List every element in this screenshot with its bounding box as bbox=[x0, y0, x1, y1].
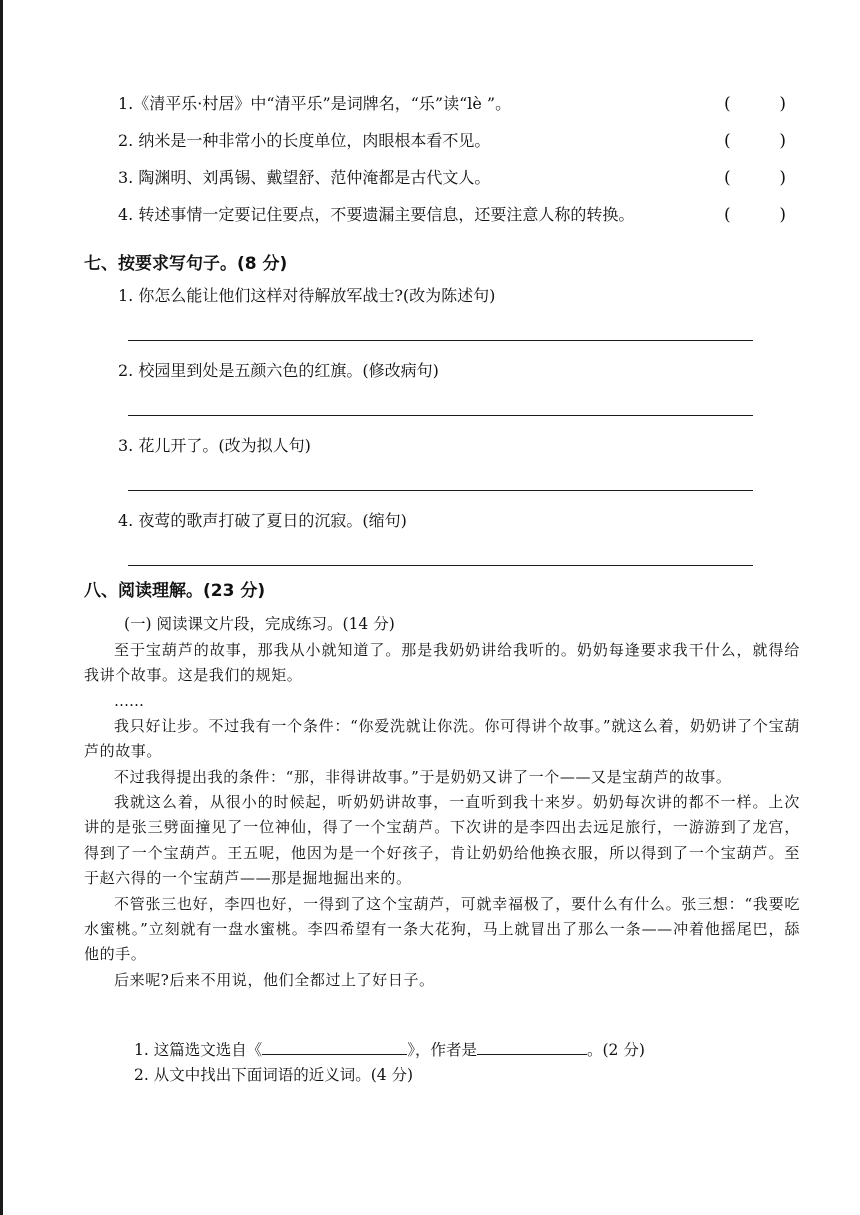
passage-ellipsis: …… bbox=[114, 691, 144, 710]
reading-passage bbox=[84, 638, 800, 993]
judgment-list bbox=[118, 92, 798, 240]
judgment-item: 2. 纳米是一种非常小的长度单位，肉眼根本看不见。 ( ) bbox=[118, 131, 786, 151]
judgment-item: 4. 转述事情一定要记住要点，不要遗漏主要信息，还要注意人称的转换。 ( ) bbox=[118, 205, 786, 225]
passage-paragraph: 不管张三也好，李四也好，一得到了这个宝葫芦，可就幸福极了，要什么有什么。张三想：“我要吃水蜜桃。”立刻就有一盘水蜜桃。李四希望有一条大花狗，马上就冒出了那么一条——冲着他摇尾巴，舔他的手。 bbox=[84, 894, 800, 964]
judgment-item: 3. 陶渊明、刘禹锡、戴望舒、范仲淹都是古代文人。 ( ) bbox=[118, 168, 786, 188]
section-8-title: 八、阅读理解。(23 分) bbox=[84, 581, 266, 601]
judgment-text: 3. 陶渊明、刘禹锡、戴望舒、范仲淹都是古代文人。 bbox=[118, 168, 491, 187]
passage-paragraph: 我就这么着，从很小的时候起，听奶奶讲故事，一直听到我十来岁。奶奶每次讲的都不一样。上次讲的是张三劈面撞见了一位神仙，得了一个宝葫芦。下次讲的是李四出去远足旅行，一游游到了龙宫，得到了一个宝葫芦。王五呢，他因为是一个好孩子，肯让奶奶给他换衣服，所以得到了一个宝葫芦。至于赵六得的一个宝葫芦——那是掘地掘出来的。 bbox=[84, 793, 800, 888]
book-title-blank[interactable] bbox=[262, 1036, 407, 1055]
rewrite-item bbox=[118, 434, 758, 509]
question-item: 1. 这篇选文选自《 》，作者是 。(2 分) bbox=[134, 1036, 794, 1063]
passage-paragraph: 我只好让步。不过我有一个条件：“你爱洗就让你洗。你可得讲个故事。”就这么着，奶奶讲了个宝葫芦的故事。 bbox=[84, 716, 800, 761]
rewrite-prompt: 1. 你怎么能让他们这样对待解放军战士?(改为陈述句) bbox=[118, 286, 496, 305]
rewrite-prompt: 4. 夜莺的歌声打破了夏日的沉寂。(缩句) bbox=[118, 511, 407, 530]
rewrite-item bbox=[118, 509, 758, 584]
question-item: 2. 从文中找出下面词语的近义词。(4 分) bbox=[134, 1066, 414, 1084]
section-7-title: 七、按要求写句子。(8 分) bbox=[84, 254, 288, 274]
judgment-text: 2. 纳米是一种非常小的长度单位，肉眼根本看不见。 bbox=[118, 131, 491, 150]
reading-part-title: (一) 阅读课文片段，完成练习。(14 分) bbox=[124, 615, 395, 633]
author-blank[interactable] bbox=[477, 1036, 587, 1055]
question-list bbox=[134, 1036, 794, 1090]
judgment-text: 1.《清平乐·村居》中“清平乐”是词牌名，“乐”读“lè ”。 bbox=[118, 94, 512, 113]
rewrite-prompt: 2. 校园里到处是五颜六色的红旗。(修改病句) bbox=[118, 361, 439, 380]
passage-paragraph: 至于宝葫芦的故事，那我从小就知道了。那是我奶奶讲给我听的。奶奶每逢要求我干什么，就得给我讲个故事。这是我们的规矩。 bbox=[84, 641, 800, 685]
rewrite-list bbox=[118, 284, 758, 584]
judgment-item: 1.《清平乐·村居》中“清平乐”是词牌名，“乐”读“lè ”。 ( ) bbox=[118, 94, 786, 114]
answer-line[interactable] bbox=[128, 340, 753, 341]
answer-line[interactable] bbox=[128, 490, 753, 491]
passage-paragraph: 后来呢?后来不用说，他们全都过上了好日子。 bbox=[114, 970, 435, 989]
judgment-text: 4. 转述事情一定要记住要点，不要遗漏主要信息，还要注意人称的转换。 bbox=[118, 205, 635, 224]
passage-paragraph: 不过我得提出我的条件：“那，非得讲故事。”于是奶奶又讲了一个——又是宝葫芦的故事。 bbox=[114, 767, 732, 786]
rewrite-prompt: 3. 花儿开了。(改为拟人句) bbox=[118, 436, 311, 455]
answer-line[interactable] bbox=[128, 565, 753, 566]
rewrite-item bbox=[118, 359, 758, 434]
rewrite-item bbox=[118, 284, 758, 359]
answer-line[interactable] bbox=[128, 415, 753, 416]
